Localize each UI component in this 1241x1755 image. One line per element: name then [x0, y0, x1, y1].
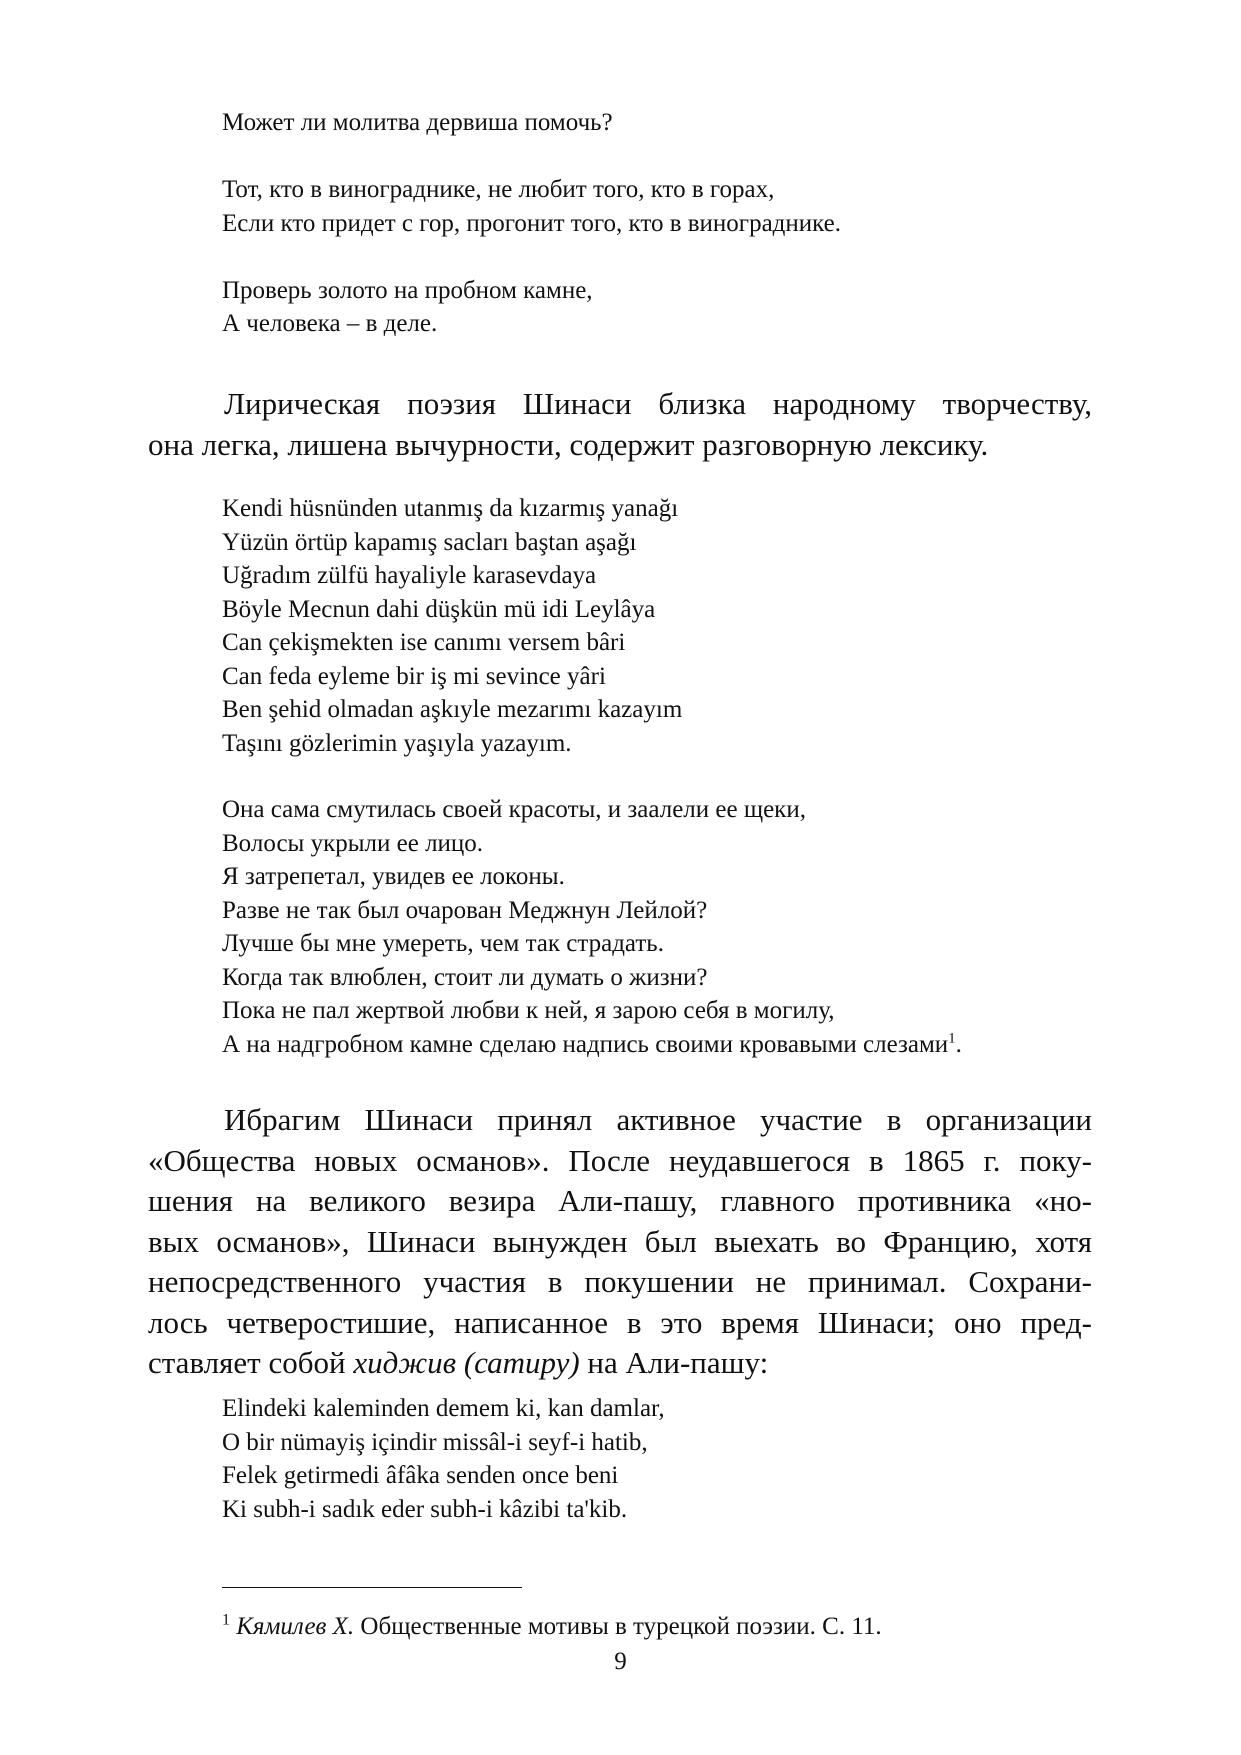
footnote-number: 1 — [222, 1611, 230, 1629]
poem-line: Can çekişmekten ise canımı versem bâri — [222, 629, 626, 656]
poem-line: Can feda eyleme bir iş mi sevince yâri — [222, 662, 606, 690]
italic-term: хиджив (сатиру) — [353, 1345, 580, 1380]
paragraph-line: шения на великого везира Али-пашу, главного противника «но- — [148, 1183, 1092, 1218]
poem-line: Yüzün örtüp kapamış sacları baştan aşağı — [222, 528, 637, 556]
footnote — [222, 1612, 882, 1642]
page-number: 9 — [614, 1648, 627, 1675]
poem-line: Она сама смутилась своей красоты, и заалели ее щеки, — [222, 796, 806, 823]
poem-line: O bir nümayiş içindir missâl-i seyf-i hatib, — [222, 1428, 648, 1456]
paragraph-line: Лирическая поэзия Шинаси близка народному творчеству, — [224, 386, 1092, 421]
poem-line: Разве не так был очарован Меджнун Лейлой? — [222, 896, 708, 924]
paragraph-line: вых османов», Шинаси вынужден был выехать во Францию, хотя — [148, 1223, 1092, 1259]
poem-line: Волосы укрыли ее лицо. — [222, 829, 484, 857]
poem-line: Тот, кто в винограднике, не любит того, кто в горах, — [222, 176, 775, 203]
paragraph-shinasi-biography — [148, 1100, 1092, 1384]
poem-line: Может ли молитва дервиша помочь? — [222, 109, 613, 136]
poem-line: Проверь золото на пробном камне, — [222, 276, 593, 304]
poem-line: Böyle Mecnun dahi düşkün mü idi Leylâya — [222, 595, 656, 623]
paragraph-text: на Али-пашу: — [579, 1345, 769, 1380]
poem-line-tail: . — [955, 1030, 962, 1058]
poem-line: Elindeki kaleminden demem ki, kan damlar, — [222, 1395, 665, 1422]
footnote-text: Общественные мотивы в турецкой поэзии. С. 11. — [354, 1613, 882, 1640]
paragraph-line: непосредственного участия в покушении не принимал. Сохрани- — [148, 1264, 1092, 1299]
poem-line: Ki subh-i sadık eder subh-i kâzibi ta'kib. — [222, 1495, 628, 1523]
poem-line-text: А на надгробном камне сделаю надпись своими кровавыми слезами — [222, 1030, 949, 1058]
poem-russian-translation — [222, 793, 962, 1061]
footnote-reference[interactable]: 1 — [948, 1030, 956, 1047]
poem-line: Пока не пал жертвой любви к ней, я зарою себя в могилу, — [222, 997, 835, 1024]
paragraph-line: она легка, лишена вычурности, содержит разговорную лексику. — [148, 426, 989, 462]
paragraph-line: «Общества новых османов». После неудавшегося в 1865 г. поку- — [148, 1142, 1092, 1178]
poem-line: Когда так влюблен, стоит ли думать о жизни? — [222, 963, 708, 991]
poem-line: Uğradım zülfü hayaliyle karasevdaya — [222, 562, 597, 589]
paragraph-text: ставляет собой — [148, 1345, 354, 1380]
footnote-author: Кямилев Х. — [236, 1613, 355, 1640]
paragraph-line: Ибрагим Шинаси принял активное участие в организации — [224, 1102, 1092, 1137]
poem-line: Я затрепетал, увидев ее локоны. — [222, 863, 565, 890]
poem-turkish-ghazal — [222, 492, 682, 760]
poem-russian-proverbs — [222, 106, 841, 341]
poem-line: Если кто придет с гор, прогонит того, кто в винограднике. — [222, 209, 842, 237]
poem-blank-line — [222, 140, 841, 174]
paragraph-lyric-poetry — [148, 384, 1092, 465]
poem-line: Felek getirmedi âfâka senden once beni — [222, 1462, 619, 1489]
poem-blank-line — [222, 240, 841, 274]
poem-line: А человека – в деле. — [222, 310, 438, 337]
poem-line: Ben şehid olmadan aşkıyle mezarımı kazayım — [222, 696, 683, 723]
poem-line-with-footnote — [222, 1028, 962, 1062]
paragraph-line: лось четверостишие, написанное в это время Шинаси; оно пред- — [148, 1304, 1092, 1340]
poem-line: Лучше бы мне умереть, чем так страдать. — [222, 930, 664, 957]
poem-turkish-satire — [222, 1392, 665, 1526]
footnote-separator — [222, 1587, 522, 1588]
paragraph-line — [148, 1343, 1092, 1384]
poem-line: Taşını gözlerimin yaşıyla yazayım. — [222, 729, 572, 757]
poem-line: Kendi hüsnünden utanmış da kızarmış yanağı — [222, 495, 679, 522]
